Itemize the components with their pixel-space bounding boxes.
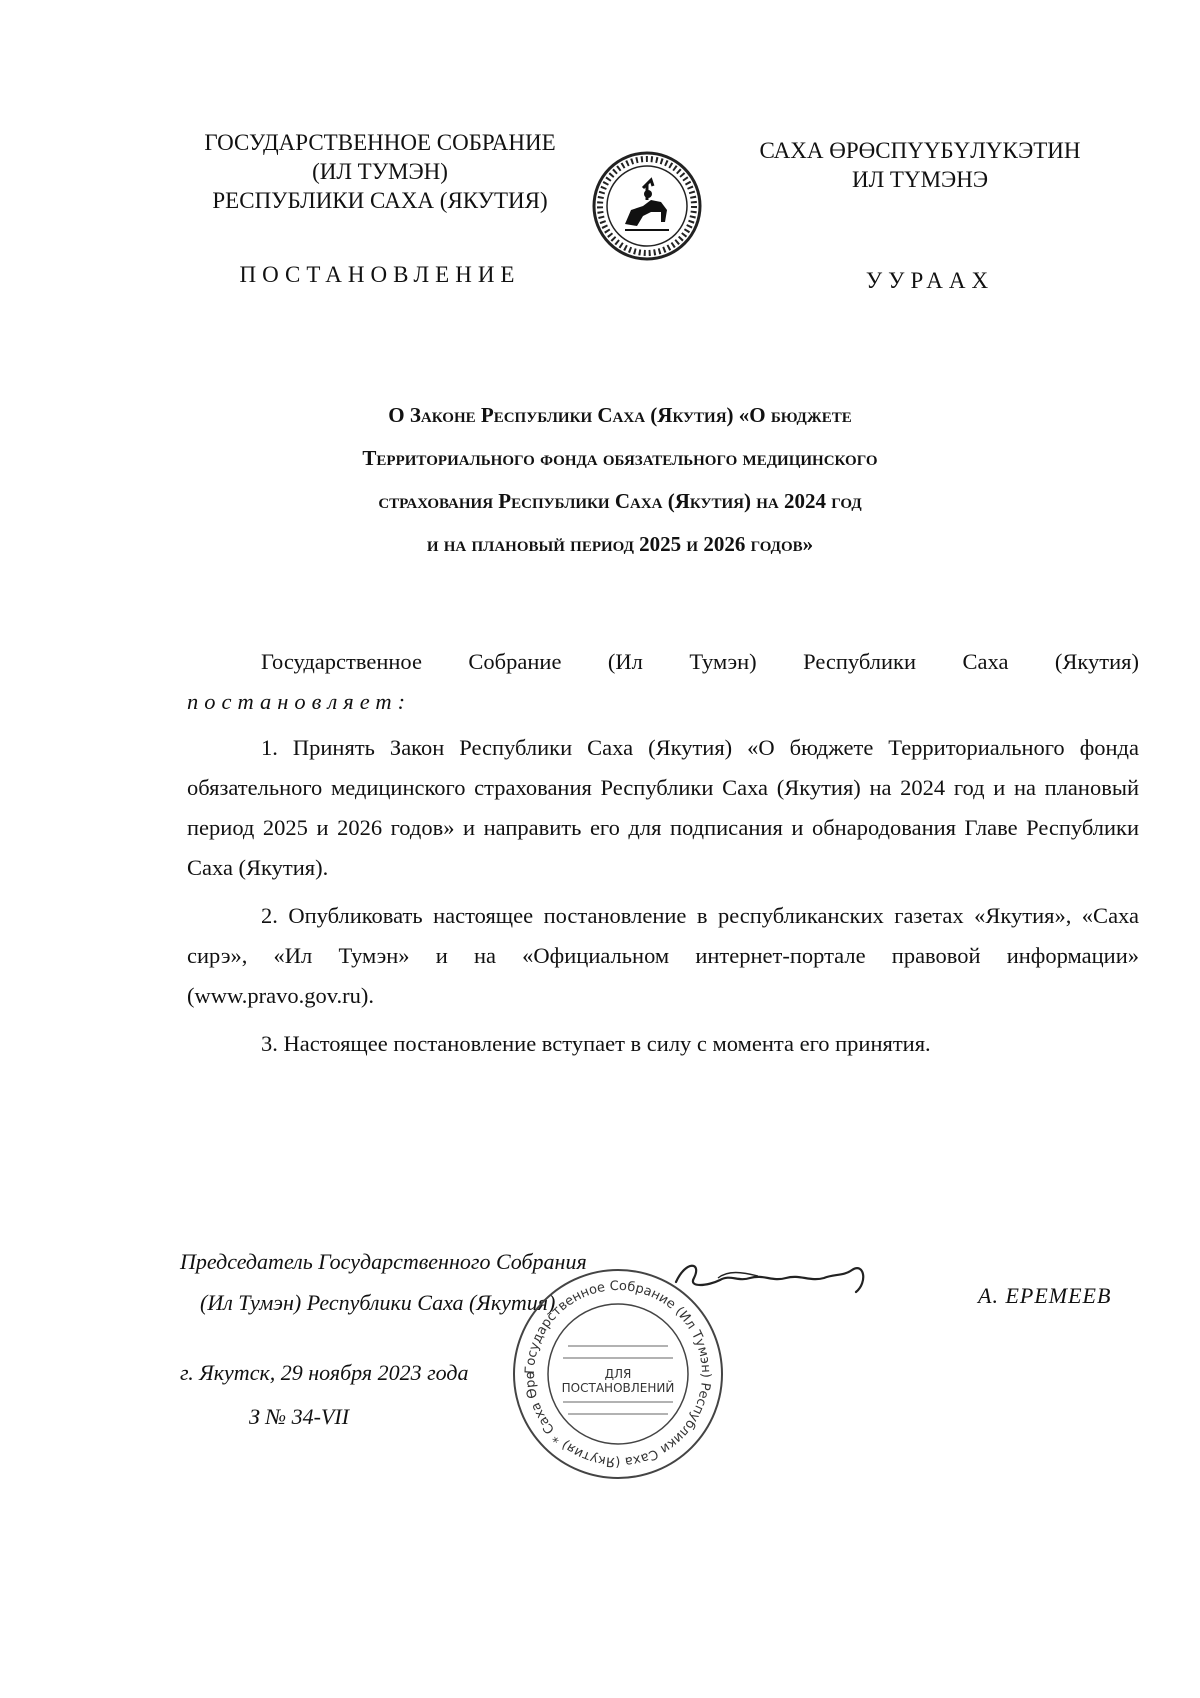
header-right-line-2: ИЛ ТҮМЭНЭ bbox=[851, 167, 989, 192]
seal-center-line-2: ПОСТАНОВЛЕНИЙ bbox=[561, 1381, 675, 1395]
title-line-3: страхования Республики Саха (Якутия) на 2024 год bbox=[378, 489, 862, 513]
doc-type-sakha: УУРААХ bbox=[865, 268, 995, 293]
intro-paragraph: Государственное Собрание (Ил Тумэн) Республики Саха (Якутия) bbox=[261, 649, 1139, 674]
header-right bbox=[740, 136, 1100, 194]
title-line-1: О Законе Республики Саха (Якутия) «О бюджете bbox=[388, 403, 852, 427]
title-line-4: и на плановый период 2025 и 2026 годов» bbox=[426, 532, 814, 556]
seal-center-line-1: ДЛЯ bbox=[604, 1367, 632, 1381]
header-right-line-1: САХА ӨРӨСПҮҮБҮЛҮКЭТИН bbox=[759, 138, 1081, 163]
place-date: г. Якутск, 29 ноября 2023 года bbox=[180, 1360, 469, 1385]
official-seal-icon bbox=[508, 1264, 728, 1484]
header-left-line-3: РЕСПУБЛИКИ САХА (ЯКУТИЯ) bbox=[212, 188, 548, 213]
doc-type-ru: ПОСТАНОВЛЕНИЕ bbox=[239, 262, 521, 287]
paragraph-2: 2. Опубликовать настоящее постановление в республиканских газетах «Якутия», «Саха сирэ», «Ил Тумэн» и на «Официальном интернет-портале правовой информации» (www.pravo.gov.ru). bbox=[187, 903, 1139, 1008]
intro-verb: постановляет: bbox=[187, 689, 412, 714]
seal-ring-text: Государственное Собрание (Ил Тумэн) Республики Саха (Якутия) * Саха Өрө bbox=[522, 1278, 714, 1470]
header-left-line-2: (ИЛ ТУМЭН) bbox=[312, 159, 448, 184]
signatory-role-line-1: Председатель Государственного Собрания bbox=[180, 1249, 587, 1274]
document-number: З № 34-VII bbox=[249, 1404, 350, 1429]
title-line-2: Территориального фонда обязательного медицинского bbox=[362, 446, 878, 470]
signatory-role-line-2: (Ил Тумэн) Республики Саха (Якутия) bbox=[200, 1290, 556, 1315]
signatory-name: А. ЕРЕМЕЕВ bbox=[978, 1283, 1112, 1308]
sakha-coat-of-arms-icon bbox=[591, 150, 703, 262]
document-title bbox=[250, 394, 990, 566]
header-left-line-1: ГОСУДАРСТВЕННОЕ СОБРАНИЕ bbox=[204, 130, 556, 155]
header-left bbox=[170, 128, 590, 215]
paragraph-1: 1. Принять Закон Республики Саха (Якутия) «О бюджете Территориального фонда обязательного медицинского страхования Республики Саха (Якутия) на 2024 год и на плановый период 2025 и 2026 годов» и направить его для подписания и обнародования Главе Республики Саха (Якутия). bbox=[187, 735, 1139, 880]
paragraph-3: 3. Настоящее постановление вступает в силу с момента его принятия. bbox=[261, 1031, 931, 1056]
